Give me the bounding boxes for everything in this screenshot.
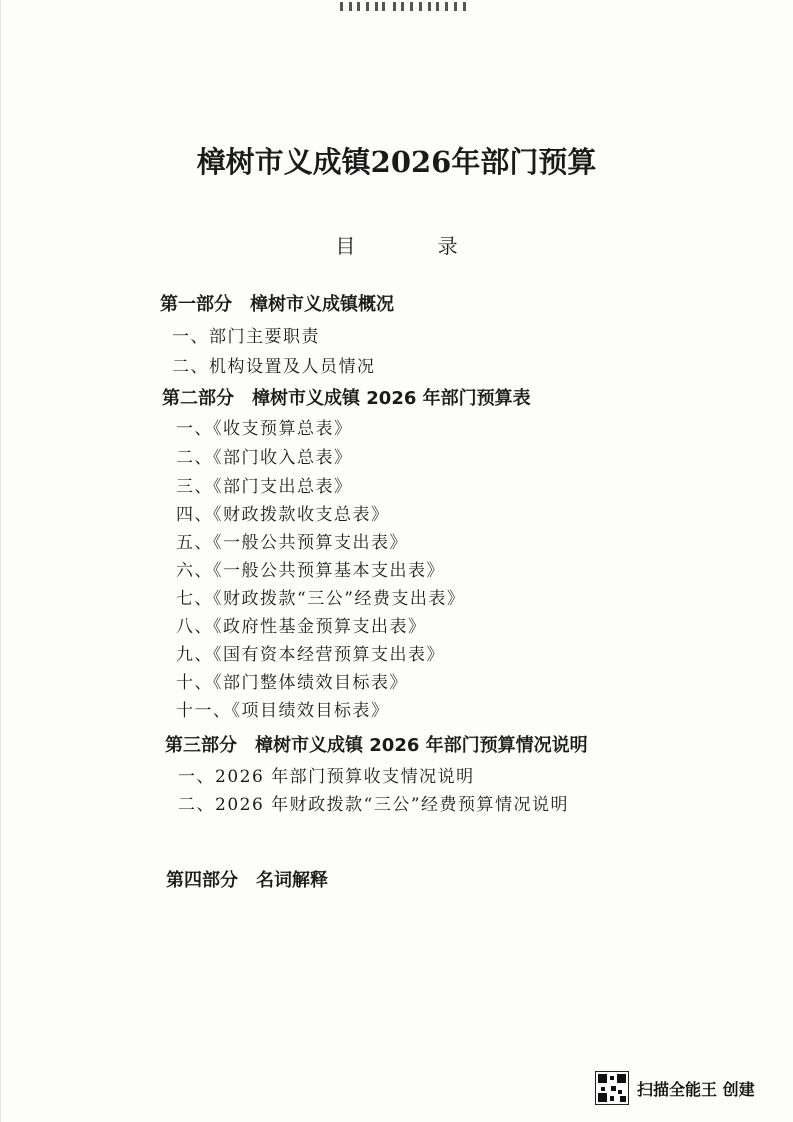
toc-item: 十一、《项目绩效目标表》	[176, 701, 390, 721]
toc-item: 一、2026 年部门预算收支情况说明	[178, 767, 475, 787]
section-name: 名词解释	[256, 870, 328, 891]
section-name: 樟树市义成镇概况	[250, 294, 394, 315]
toc-item: 八、《政府性基金预算支出表》	[176, 617, 427, 637]
toc-item: 三、《部门支出总表》	[176, 477, 353, 497]
toc-item: 四、《财政拨款收支总表》	[176, 505, 390, 525]
section-4-heading	[166, 866, 328, 892]
section-part-label: 第一部分	[160, 294, 232, 315]
scanner-watermark	[595, 1068, 755, 1108]
section-2-heading	[162, 384, 531, 410]
toc-item: 九、《国有资本经营预算支出表》	[176, 645, 445, 665]
toc-item: 六、《一般公共预算基本支出表》	[176, 561, 445, 581]
toc-item: 一、《收支预算总表》	[176, 419, 353, 439]
toc-item: 二、2026 年财政拨款“三公”经费预算情况说明	[178, 795, 570, 815]
section-part-label: 第二部分	[162, 388, 234, 409]
scan-artifact-marks	[335, 0, 475, 14]
qr-code-icon	[595, 1071, 629, 1105]
document-title: 樟树市义成镇2026年部门预算	[196, 145, 597, 179]
toc-item: 二、《部门收入总表》	[176, 448, 353, 468]
toc-item: 一、部门主要职责	[172, 327, 320, 347]
toc-item: 十、《部门整体绩效目标表》	[176, 673, 408, 693]
section-1-heading	[160, 290, 394, 316]
section-3-heading	[165, 731, 588, 757]
scanner-watermark-label: 扫描全能王 创建	[637, 1079, 755, 1099]
section-name: 樟树市义成镇 2026 年部门预算表	[252, 388, 531, 409]
toc-item: 五、《一般公共预算支出表》	[176, 533, 408, 553]
toc-item: 二、机构设置及人员情况	[172, 357, 376, 377]
section-part-label: 第三部分	[165, 735, 237, 756]
toc-heading: 目 录	[335, 234, 496, 258]
toc-item: 七、《财政拨款“三公”经费支出表》	[176, 589, 466, 609]
section-name: 樟树市义成镇 2026 年部门预算情况说明	[255, 735, 588, 756]
section-part-label: 第四部分	[166, 870, 238, 891]
